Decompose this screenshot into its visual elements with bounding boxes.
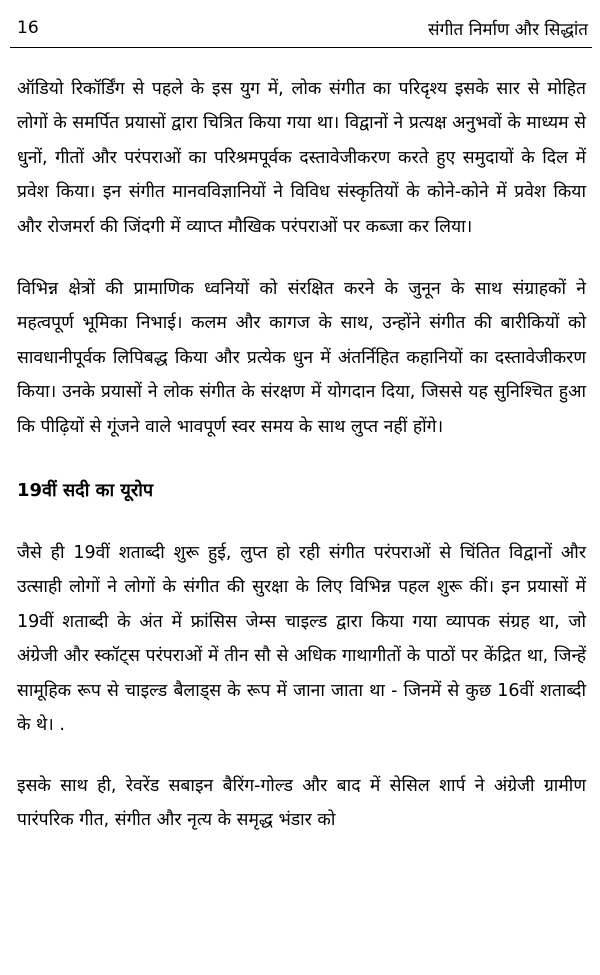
page-body bbox=[17, 72, 586, 837]
header-rule bbox=[10, 47, 592, 48]
paragraph-spacer bbox=[17, 244, 586, 272]
section-heading: 19वीं सदी का यूरोप bbox=[17, 480, 154, 502]
paragraph-4: इसके साथ ही, रेवरेंड सबाइन बैरिंग-गोल्ड और बाद में सेसिल शार्प ने अंग्रेजी ग्रामीण पारंपरिक गीत, संगीत और नृत्य के समृद्ध भंडार को bbox=[17, 775, 586, 830]
paragraph-1: ऑडियो रिकॉर्डिंग से पहले के इस युग में, लोक संगीत का परिदृश्य इसके सार से मोहित लोगों के समर्पित प्रयासों द्वारा चित्रित किया गया था। विद्वानों ने प्रत्यक्ष अनुभवों के माध्यम से धुनों, गीतों और परंपराओं का परिश्रमपूर्वक दस्तावेजीकरण करते हुए समुदायों के दिल में प्रवेश किया। इन संगीत मानवविज्ञानियों ने विविध संस्कृतियों के कोने-कोने में प्रवेश किया और रोजमर्रा की जिंदगी में व्याप्त मौखिक परंपराओं पर कब्जा कर लिया। bbox=[17, 79, 586, 237]
section-spacer bbox=[17, 508, 586, 536]
running-title: संगीत निर्माण और सिद्धांत bbox=[428, 19, 588, 40]
paragraph-3: जैसे ही 19वीं शताब्दी शुरू हुई, लुप्त हो रही संगीत परंपराओं से चिंतित विद्वानों और उत्साही लोगों ने लोगों के संगीत की सुरक्षा के लिए विभिन्न पहल शुरू कीं। इन प्रयासों में 19वीं शताब्दी के अंत में फ्रांसिस जेम्स चाइल्ड द्वारा किया गया व्यापक संग्रह था, जो अंग्रेजी और स्कॉट्स परंपराओं में तीन सौ से अधिक गाथागीतों के पाठों पर केंद्रित था, जिन्हें सामूहिक रूप से चाइल्ड बैलाड्स के रूप में जाना जाता था - जिनमें से कुछ 16वीं शताब्दी के थे। . bbox=[17, 543, 586, 736]
section-spacer bbox=[17, 444, 586, 474]
paragraph-2: विभिन्न क्षेत्रों की प्रामाणिक ध्वनियों को संरक्षित करने के जुनून के साथ संग्राहकों ने महत्वपूर्ण भूमिका निभाई। कलम और कागज के साथ, उन्होंने संगीत की बारीकियों को सावधानीपूर्वक लिपिबद्ध किया और प्रत्येक धुन में अंतर्निहित कहानियों का दस्तावेजीकरण किया। उनके प्रयासों ने लोक संगीत के संरक्षण में योगदान दिया, जिससे यह सुनिश्चित हुआ कि पीढ़ियों से गूंजने वाले भावपूर्ण स्वर समय के साथ लुप्त नहीं होंगे। bbox=[17, 279, 586, 437]
paragraph-spacer bbox=[17, 743, 586, 769]
page-number: 16 bbox=[17, 18, 39, 38]
page-header bbox=[17, 14, 588, 42]
